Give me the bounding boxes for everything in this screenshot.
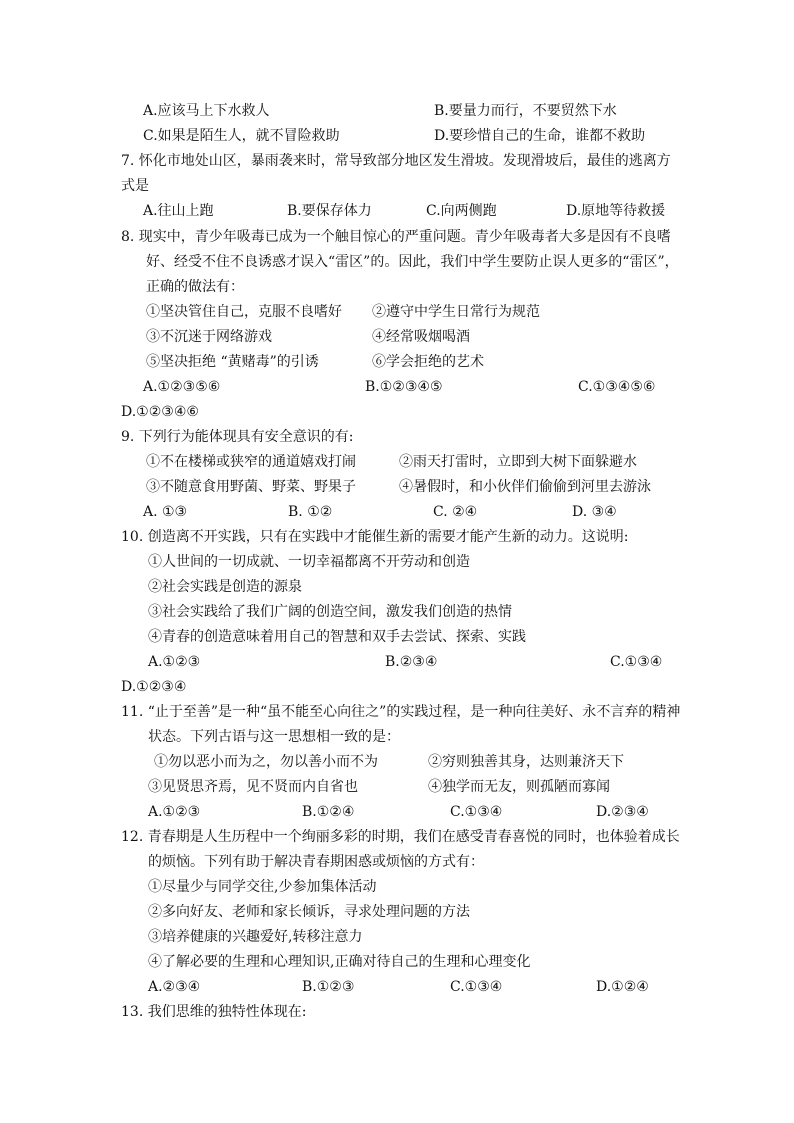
q7-option-b: B.要保存体力 — [287, 203, 372, 219]
q10-stem-line1: 10. 创造离不开实践，只有在实践中才能催生新的需要才能产生新的动力。这说明: — [121, 529, 629, 545]
q9-option-d: D. ③④ — [572, 504, 617, 520]
q11-item-2: ②穷则独善其身，达则兼济天下 — [428, 754, 624, 770]
q10-item-2: ②社会实践是创造的源泉 — [148, 579, 302, 595]
q12-option-a: A.②③④ — [148, 979, 201, 995]
q8-stem-line3: 正确的做法有： — [146, 279, 244, 295]
q10-item-4: ④青春的创造意味着用自己的智慧和双手去尝试、探索、实践 — [148, 629, 526, 645]
q8-item-5: ⑤坚决拒绝 “黄赌毒”的引诱 — [146, 354, 319, 370]
q10-option-c: C.①③④ — [610, 654, 663, 670]
q11-stem-line1: 11. “止于至善”是一种“虽不能至心向往之”的实践过程，是一种向往美好、永不言弃的精神 — [121, 704, 681, 720]
q11-option-b: B.①②④ — [302, 804, 355, 820]
q11-option-c: C.①③④ — [450, 804, 503, 820]
q8-option-b: B.①②③④⑤ — [365, 379, 443, 395]
q9-option-c: C. ②④ — [433, 504, 478, 520]
q9-item-1: ①不在楼梯或狭窄的通道嬉戏打闹 — [146, 454, 356, 470]
q9-item-3: ③不随意食用野菌、野菜、野果子 — [146, 479, 356, 495]
q12-item-1: ①尽量少与同学交往,少参加集体活动 — [148, 879, 377, 895]
q8-item-3: ③不沉迷于网络游戏 — [146, 329, 272, 345]
q12-item-2: ②多向好友、老师和家长倾诉，寻求处理问题的方法 — [148, 904, 470, 920]
q12-option-b: B.①②③ — [302, 979, 355, 995]
q6-option-a: A.应该马上下水救人 — [143, 103, 270, 119]
q8-option-a: A.①②③⑤⑥ — [143, 379, 221, 395]
q10-option-d: D.①②③④ — [121, 679, 187, 695]
q9-option-a: A. ①③ — [143, 504, 188, 520]
q8-item-4: ④经常吸烟喝酒 — [372, 329, 470, 345]
q10-item-1: ①人世间的一切成就、一切幸福都离不开劳动和创造 — [148, 554, 470, 570]
q11-item-3: ③见贤思齐焉，见不贤而内自省也 — [148, 779, 358, 795]
q6-option-b: B.要量力而行，不要贸然下水 — [434, 103, 617, 119]
q12-item-4: ④了解必要的生理和心理知识,正确对待自己的生理和心理变化 — [148, 954, 531, 970]
q7-stem-line1: 7. 怀化市地处山区，暴雨袭来时，常导致部分地区发生滑坡。发现滑坡后，最佳的逃离方 — [121, 153, 671, 169]
q12-stem-line1: 12. 青春期是人生历程中一个绚丽多彩的时期，我们在感受青春喜悦的同时，也体验着成长 — [121, 829, 680, 845]
q11-option-d: D.②③④ — [596, 804, 649, 820]
q7-stem-line2: 式是 — [121, 178, 149, 194]
q7-option-d: D.原地等待救援 — [566, 203, 666, 219]
q11-option-a: A.①②③ — [148, 804, 201, 820]
q8-item-2: ②遵守中学生日常行为规范 — [372, 304, 540, 320]
q13-stem-line1: 13. 我们思维的独特性体现在: — [121, 1004, 307, 1020]
q11-item-4: ④独学而无友，则孤陋而寡闻 — [428, 779, 610, 795]
q9-option-b: B. ①② — [288, 504, 333, 520]
q8-stem-line1: 8. 现实中，青少年吸毒已成为一个触目惊心的严重问题。青少年吸毒者大多是因有不良嗜 — [121, 229, 671, 245]
q7-option-a: A.往山上跑 — [143, 203, 214, 219]
q9-item-4: ④暑假时，和小伙伴们偷偷到河里去游泳 — [399, 479, 651, 495]
q9-item-2: ②雨天打雷时，立即到大树下面躲避水 — [399, 454, 637, 470]
q12-option-d: D.①②④ — [596, 979, 649, 995]
q8-item-1: ①坚决管住自己，克服不良嗜好 — [146, 304, 342, 320]
q8-option-c: C.①③④⑤⑥ — [578, 379, 656, 395]
q12-option-c: C.①③④ — [450, 979, 503, 995]
q6-option-d: D.要珍惜自己的生命，谁都不救助 — [434, 128, 646, 144]
q11-stem-line2: 状态。下列古语与这一思想相一致的是： — [148, 729, 400, 745]
q12-item-3: ③培养健康的兴趣爱好,转移注意力 — [148, 929, 363, 945]
q9-stem-line1: 9. 下列行为能体现具有安全意识的有: — [121, 429, 354, 445]
q6-option-c: C.如果是陌生人，就不冒险救助 — [143, 128, 340, 144]
q7-option-c: C.向两侧跑 — [426, 203, 497, 219]
q8-stem-line2: 好、经受不住不良诱惑才误入“雷区”的。因此，我们中学生要防止误人更多的“雷区”， — [146, 254, 679, 270]
q11-item-1: ①勿以恶小而为之，勿以善小而不为 — [154, 754, 378, 770]
q10-option-a: A.①②③ — [148, 654, 201, 670]
q12-stem-line2: 的烦恼。下列有助于解决青春期困惑或烦恼的方式有： — [148, 854, 484, 870]
q8-item-6: ⑥学会拒绝的艺术 — [372, 354, 484, 370]
q8-option-d: D.①②③④⑥ — [121, 404, 199, 420]
q10-item-3: ③社会实践给了我们广阔的创造空间，激发我们创造的热情 — [148, 604, 512, 620]
q10-option-b: B.②③④ — [385, 654, 438, 670]
